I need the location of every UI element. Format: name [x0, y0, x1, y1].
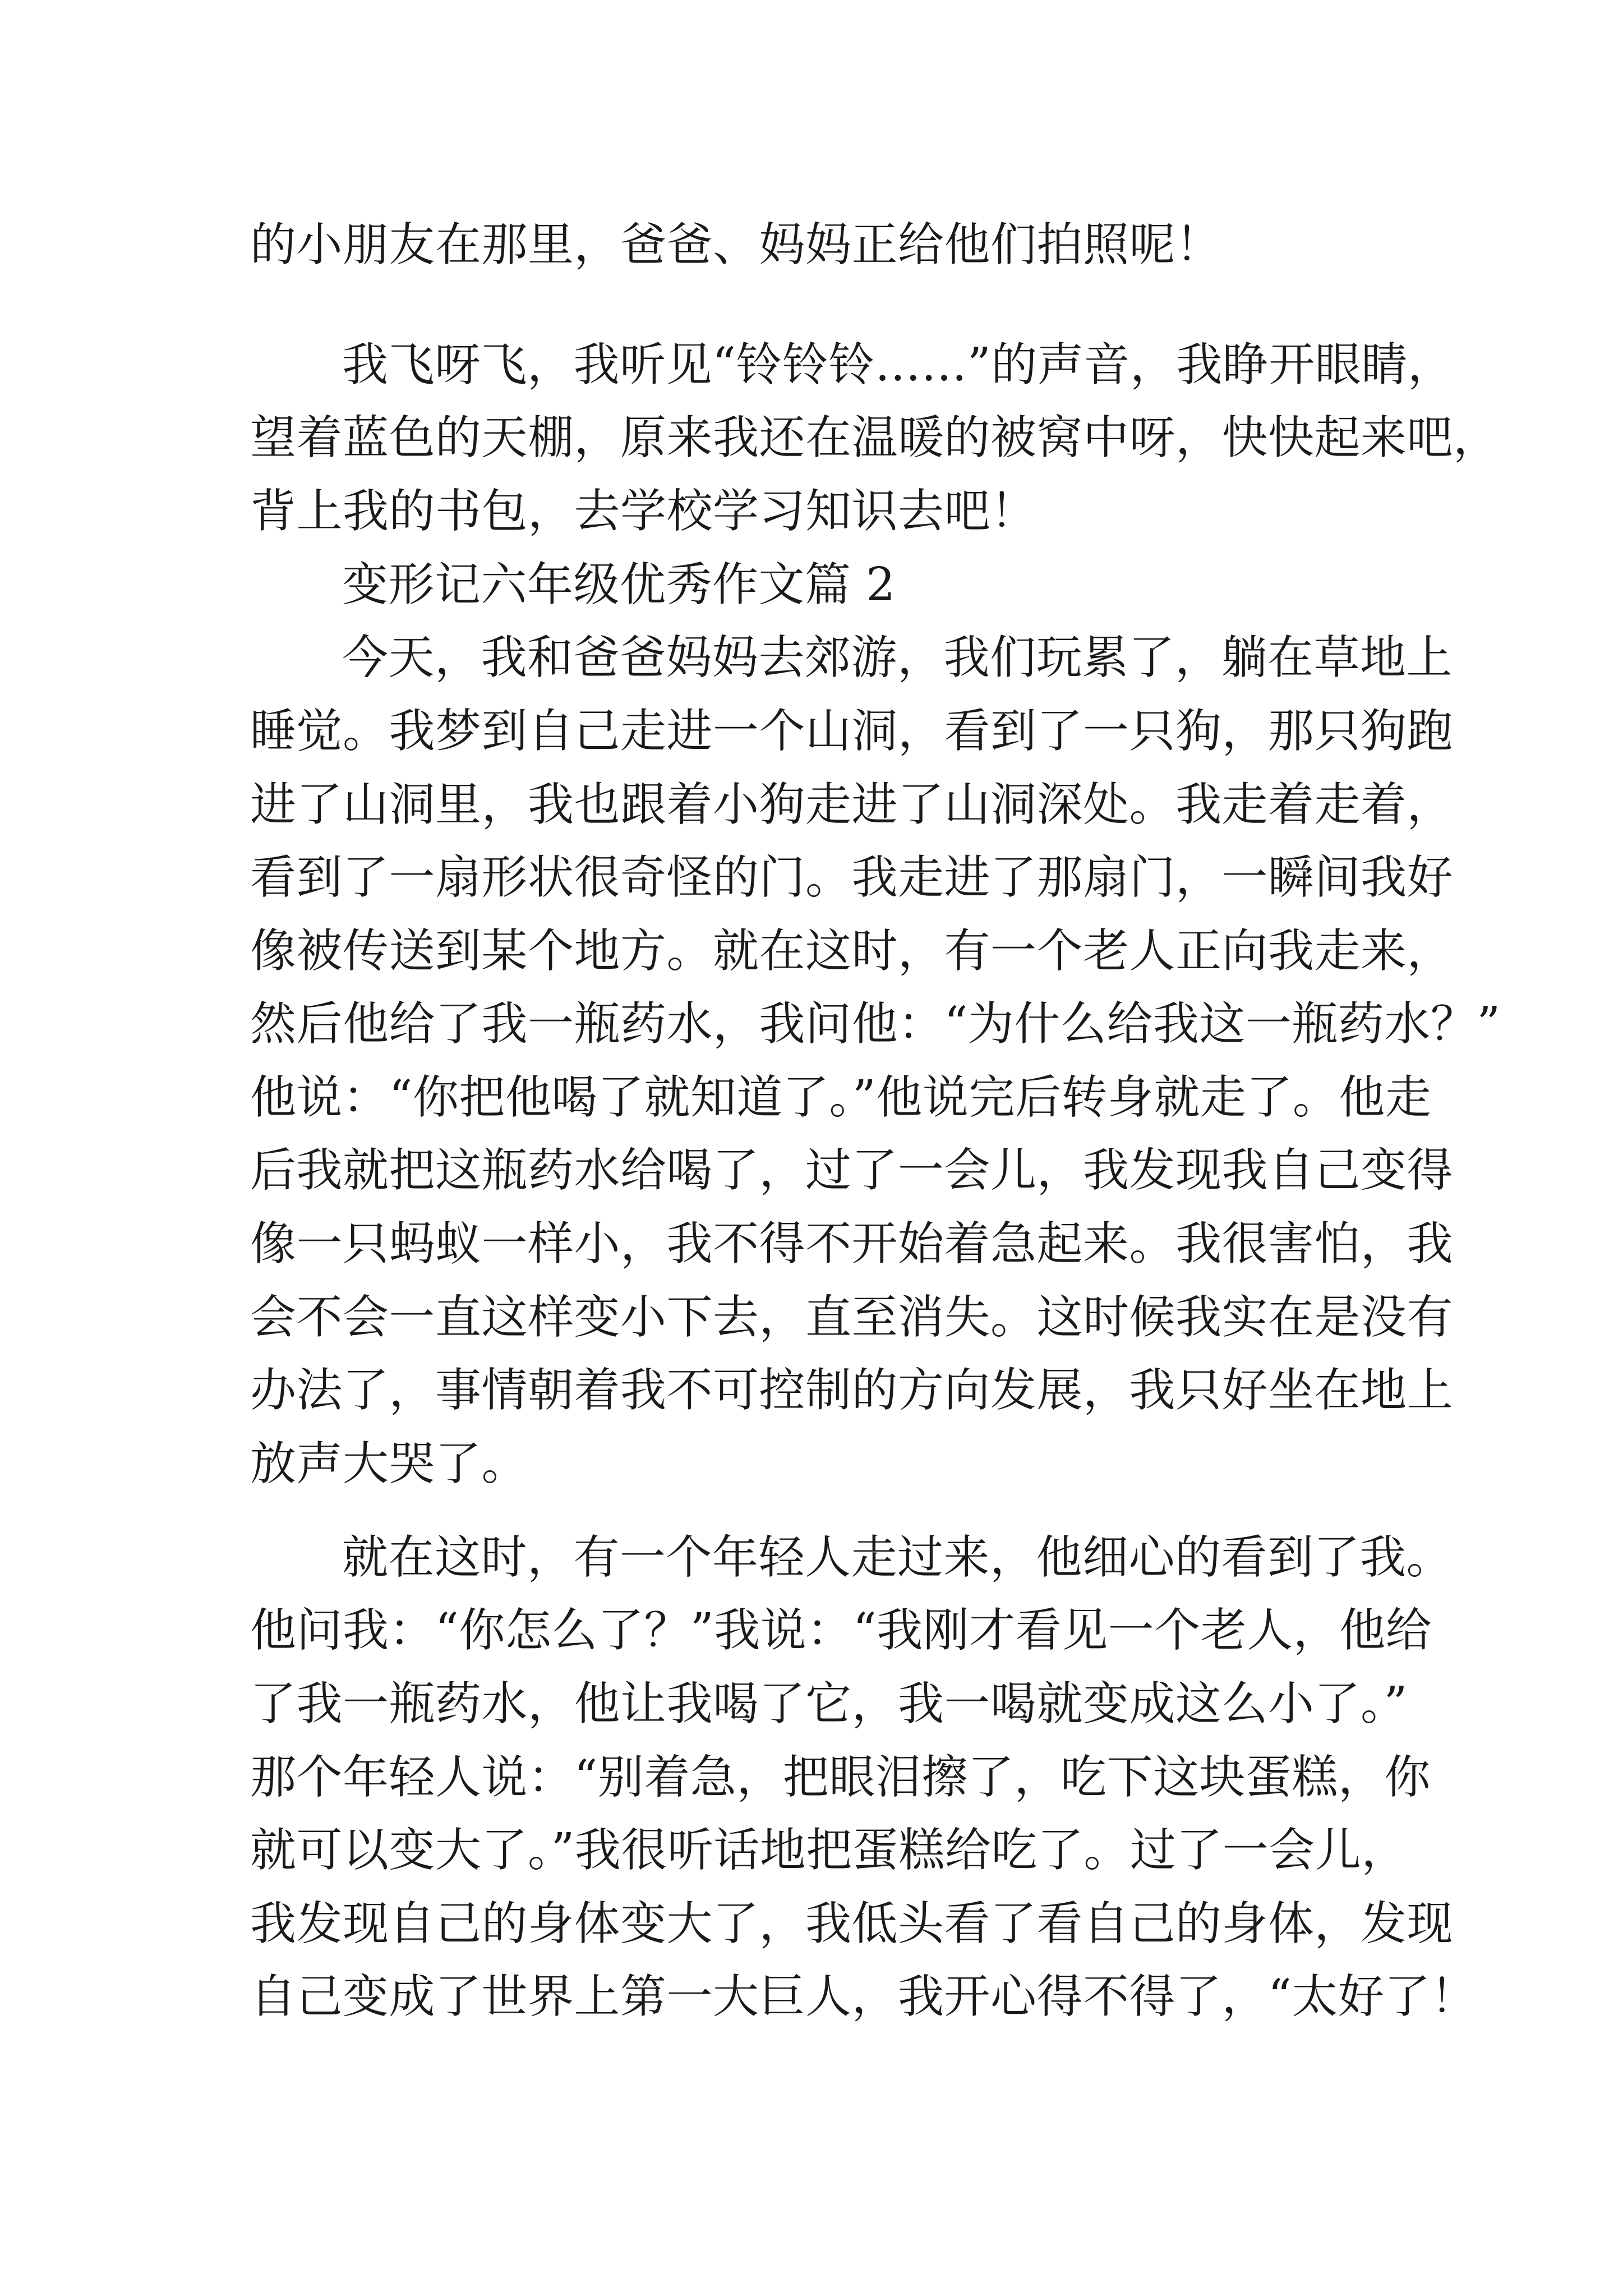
paragraph-first-line: 就在这时，有一个年轻人走过来，他细心的看到了我。: [342, 1531, 1453, 1584]
section-heading: 变形记六年级优秀作文篇 2: [342, 558, 896, 611]
paragraph-first-line: 今天，我和爸爸妈妈去郊游，我们玩累了，躺在草地上: [342, 631, 1453, 684]
text-line: 看到了一扇形状很奇怪的门。我走进了那扇门，一瞬间我好: [250, 851, 1454, 904]
text-line: 像被传送到某个地方。就在这时，有一个老人正向我走来，: [250, 924, 1454, 978]
text-line: 像一只蚂蚁一样小，我不得不开始着急起来。我很害怕，我: [250, 1217, 1454, 1271]
text-line: 办法了，事情朝着我不可控制的方向发展，我只好坐在地上: [250, 1364, 1454, 1417]
text-line: 我发现自己的身体变大了，我低头看了看自己的身体，发现: [250, 1897, 1454, 1950]
text-line: 了我一瓶药水，他让我喝了它，我一喝就变成这么小了。”: [250, 1677, 1408, 1731]
text-line: 望着蓝色的天棚，原来我还在温暖的被窝中呀，快快起来吧，: [250, 411, 1500, 464]
text-line: 放声大哭了。: [250, 1437, 528, 1490]
text-line: 进了山洞里，我也跟着小狗走进了山洞深处。我走着走着，: [250, 778, 1454, 831]
text-line: 自己变成了世界上第一大巨人，我开心得不得了，“太好了！: [250, 1970, 1477, 2023]
text-line: 那个年轻人说：“别着急，把眼泪擦了，吃下这块蛋糕，你: [250, 1751, 1431, 1804]
text-line: 他说：“你把他喝了就知道了。”他说完后转身就走了。他走: [250, 1071, 1432, 1124]
text-line: 然后他给了我一瓶药水，我问他：“为什么给我这一瓶药水？”: [250, 997, 1501, 1051]
text-line: 他问我：“你怎么了？”我说：“我刚才看见一个老人，他给: [250, 1604, 1432, 1657]
text-line: 睡觉。我梦到自己走进一个山洞，看到了一只狗，那只狗跑: [250, 705, 1454, 758]
paragraph-first-line: 我飞呀飞，我听见“铃铃铃……”的声音，我睁开眼睛，: [342, 338, 1454, 392]
text-line: 会不会一直这样变小下去，直至消失。这时候我实在是没有: [250, 1291, 1454, 1344]
text-line: 背上我的书包，去学校学习知识去吧！: [250, 485, 1037, 538]
text-line: 后我就把这瓶药水给喝了，过了一会儿，我发现我自己变得: [250, 1144, 1454, 1197]
text-line: 就可以变大了。”我很听话地把蛋糕给吃了。过了一会儿，: [250, 1824, 1408, 1877]
text-line: 的小朋友在那里，爸爸、妈妈正给他们拍照呢！: [250, 218, 1222, 272]
